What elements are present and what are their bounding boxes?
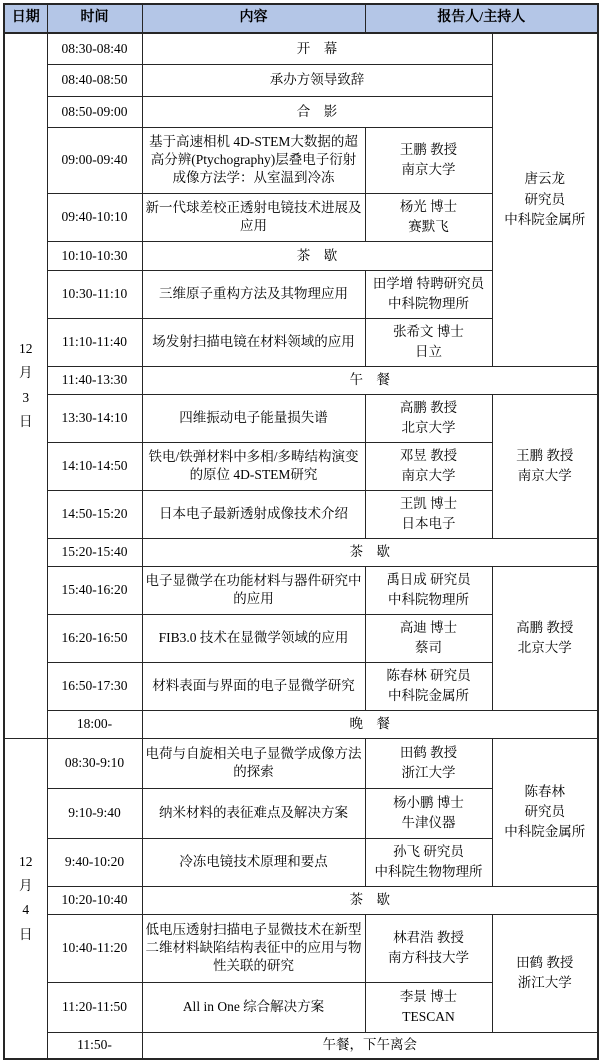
header-row: [4, 4, 598, 33]
speaker-affiliation: 南方科技大学: [388, 950, 469, 965]
host-name: 陈春林: [524, 783, 565, 799]
time-cell: 10:10-10:30: [47, 241, 142, 270]
talk-title-cell: 电子显微学在功能材料与器件研究中的应用: [142, 566, 365, 614]
talk-title-cell: 电荷与自旋相关电子显微学成像方法的探索: [142, 738, 365, 788]
speaker-host-column-header: 报告人/主持人: [365, 4, 598, 33]
table-row: [4, 33, 598, 64]
table-row: [4, 538, 598, 566]
time-cell: 13:30-14:10: [47, 394, 142, 442]
date-cell-dec3: 12 月 3 日: [4, 33, 47, 738]
break-cell-group-photo: 合 影: [142, 96, 492, 127]
time-cell: 16:20-16:50: [47, 614, 142, 662]
conference-schedule-table: [3, 3, 599, 1060]
talk-title-cell: 材料表面与界面的电子显微学研究: [142, 662, 365, 710]
time-cell: 11:40-13:30: [47, 366, 142, 394]
speaker-affiliation: 南京大学: [401, 468, 456, 483]
speaker-affiliation: 蔡司: [415, 640, 442, 655]
break-cell-tea: 茶 歇: [142, 538, 598, 566]
speaker-affiliation: 南京大学: [401, 162, 456, 177]
time-cell: 11:10-11:40: [47, 318, 142, 366]
host-affiliation: 南京大学: [517, 468, 572, 483]
speaker-affiliation: 中科院金属所: [388, 688, 469, 703]
time-cell: 9:10-9:40: [47, 788, 142, 838]
speaker-name: 李景 博士: [399, 988, 458, 1004]
speaker-name: 邓昱 教授: [399, 447, 458, 463]
host-cell: [492, 566, 598, 710]
date-cell-dec4: 12 月 4 日: [4, 738, 47, 1059]
table-row: [4, 738, 598, 788]
speaker-affiliation: 中科院物理所: [388, 296, 469, 311]
break-cell-welcome-speech: 承办方领导致辞: [142, 64, 492, 96]
speaker-name: 禹日成 研究员: [386, 571, 471, 587]
speaker-cell: [365, 614, 492, 662]
speaker-cell: [365, 270, 492, 318]
table-row: [4, 886, 598, 914]
time-cell: 16:50-17:30: [47, 662, 142, 710]
speaker-cell: [365, 738, 492, 788]
speaker-name: 杨小鹏 博士: [393, 794, 464, 810]
host-name: 王鹏 教授: [516, 447, 574, 463]
talk-title-cell: 低电压透射扫描电子显微技术在新型二维材料缺陷结构表征中的应用与物性关联的研究: [142, 914, 365, 982]
table-row: [4, 566, 598, 614]
time-cell: 09:40-10:10: [47, 193, 142, 241]
speaker-affiliation: 赛默飞: [408, 219, 449, 234]
time-cell: 08:40-08:50: [47, 64, 142, 96]
speaker-name: 田鹤 教授: [399, 744, 458, 760]
time-cell: 9:40-10:20: [47, 838, 142, 886]
time-cell: 10:40-11:20: [47, 914, 142, 982]
speaker-affiliation: 日本电子: [401, 516, 456, 531]
break-cell-lunch-adjourn: 午餐，下午离会: [142, 1032, 598, 1059]
host-title: 研究员: [524, 803, 565, 819]
host-affiliation: 中科院金属所: [504, 824, 586, 840]
speaker-name: 王鹏 教授: [399, 141, 458, 157]
time-cell: 14:50-15:20: [47, 490, 142, 538]
time-cell: 14:10-14:50: [47, 442, 142, 490]
talk-title-cell: 冷冻电镜技术原理和要点: [142, 838, 365, 886]
table-row: [4, 394, 598, 442]
host-name: 高鹏 教授: [516, 619, 574, 635]
table-row: [4, 366, 598, 394]
host-title: 研究员: [524, 191, 565, 207]
speaker-cell: [365, 982, 492, 1032]
break-cell-opening: 开 幕: [142, 33, 492, 64]
speaker-name: 杨光 博士: [399, 198, 458, 214]
time-cell: 11:50-: [47, 1032, 142, 1059]
time-cell: 18:00-: [47, 710, 142, 738]
talk-title-cell: 新一代球差校正透射电镜技术进展及应用: [142, 193, 365, 241]
time-cell: 15:40-16:20: [47, 566, 142, 614]
speaker-name: 张希文 博士: [393, 323, 464, 339]
speaker-cell: [365, 788, 492, 838]
speaker-cell: [365, 838, 492, 886]
speaker-cell: [365, 318, 492, 366]
date-column-header: 日期: [4, 4, 47, 33]
speaker-affiliation: 日立: [415, 344, 442, 359]
talk-title-cell: 四维振动电子能量损失谱: [142, 394, 365, 442]
table-row: [4, 710, 598, 738]
speaker-name: 林君浩 教授: [393, 929, 464, 945]
host-cell: [492, 738, 598, 886]
host-cell: [492, 394, 598, 538]
speaker-cell: [365, 662, 492, 710]
speaker-name: 孙飞 研究员: [393, 843, 464, 859]
time-cell: 08:30-08:40: [47, 33, 142, 64]
talk-title-cell: 基于高速相机 4D-STEM大数据的超高分辨(Ptychography)层叠电子衍射成像方法学：从室温到冷冻: [142, 127, 365, 193]
host-name: 唐云龙: [524, 171, 565, 187]
speaker-affiliation: 牛津仪器: [401, 815, 456, 830]
speaker-cell: [365, 490, 492, 538]
speaker-affiliation: 北京大学: [401, 420, 456, 435]
talk-title-cell: 日本电子最新透射成像技术介绍: [142, 490, 365, 538]
content-column-header: 内容: [142, 4, 365, 33]
talk-title-cell: 三维原子重构方法及其物理应用: [142, 270, 365, 318]
speaker-name: 高鹏 教授: [399, 399, 458, 415]
talk-title-cell: 纳米材料的表征难点及解决方案: [142, 788, 365, 838]
speaker-cell: [365, 193, 492, 241]
host-cell: [492, 33, 598, 366]
talk-title-cell: All in One 综合解决方案: [142, 982, 365, 1032]
time-cell: 15:20-15:40: [47, 538, 142, 566]
speaker-name: 田学增 特聘研究员: [372, 275, 485, 291]
host-name: 田鹤 教授: [516, 954, 574, 970]
speaker-affiliation: 浙江大学: [401, 765, 456, 780]
speaker-name: 陈春林 研究员: [386, 667, 471, 683]
table-row: [4, 914, 598, 982]
time-cell: 09:00-09:40: [47, 127, 142, 193]
table-row: [4, 1032, 598, 1059]
talk-title-cell: 铁电/铁弹材料中多相/多畴结构演变的原位 4D-STEM研究: [142, 442, 365, 490]
speaker-affiliation: 中科院物理所: [388, 592, 469, 607]
speaker-name: 王凯 博士: [399, 495, 458, 511]
break-cell-lunch: 午 餐: [142, 366, 598, 394]
break-cell-tea: 茶 歇: [142, 886, 598, 914]
speaker-cell: [365, 127, 492, 193]
speaker-name: 高迪 博士: [399, 619, 458, 635]
speaker-affiliation: 中科院生物物理所: [374, 864, 483, 879]
speaker-affiliation: TESCAN: [402, 1009, 455, 1024]
speaker-cell: [365, 394, 492, 442]
time-column-header: 时间: [47, 4, 142, 33]
speaker-cell: [365, 566, 492, 614]
talk-title-cell: 场发射扫描电镜在材料领域的应用: [142, 318, 365, 366]
time-cell: 10:30-11:10: [47, 270, 142, 318]
host-affiliation: 北京大学: [517, 640, 572, 655]
time-cell: 10:20-10:40: [47, 886, 142, 914]
speaker-cell: [365, 442, 492, 490]
time-cell: 08:50-09:00: [47, 96, 142, 127]
time-cell: 11:20-11:50: [47, 982, 142, 1032]
host-affiliation: 中科院金属所: [504, 211, 586, 227]
speaker-cell: [365, 914, 492, 982]
break-cell-dinner: 晚 餐: [142, 710, 598, 738]
break-cell-tea: 茶 歇: [142, 241, 492, 270]
talk-title-cell: FIB3.0 技术在显微学领域的应用: [142, 614, 365, 662]
host-affiliation: 浙江大学: [517, 975, 572, 990]
time-cell: 08:30-9:10: [47, 738, 142, 788]
host-cell: [492, 914, 598, 1032]
